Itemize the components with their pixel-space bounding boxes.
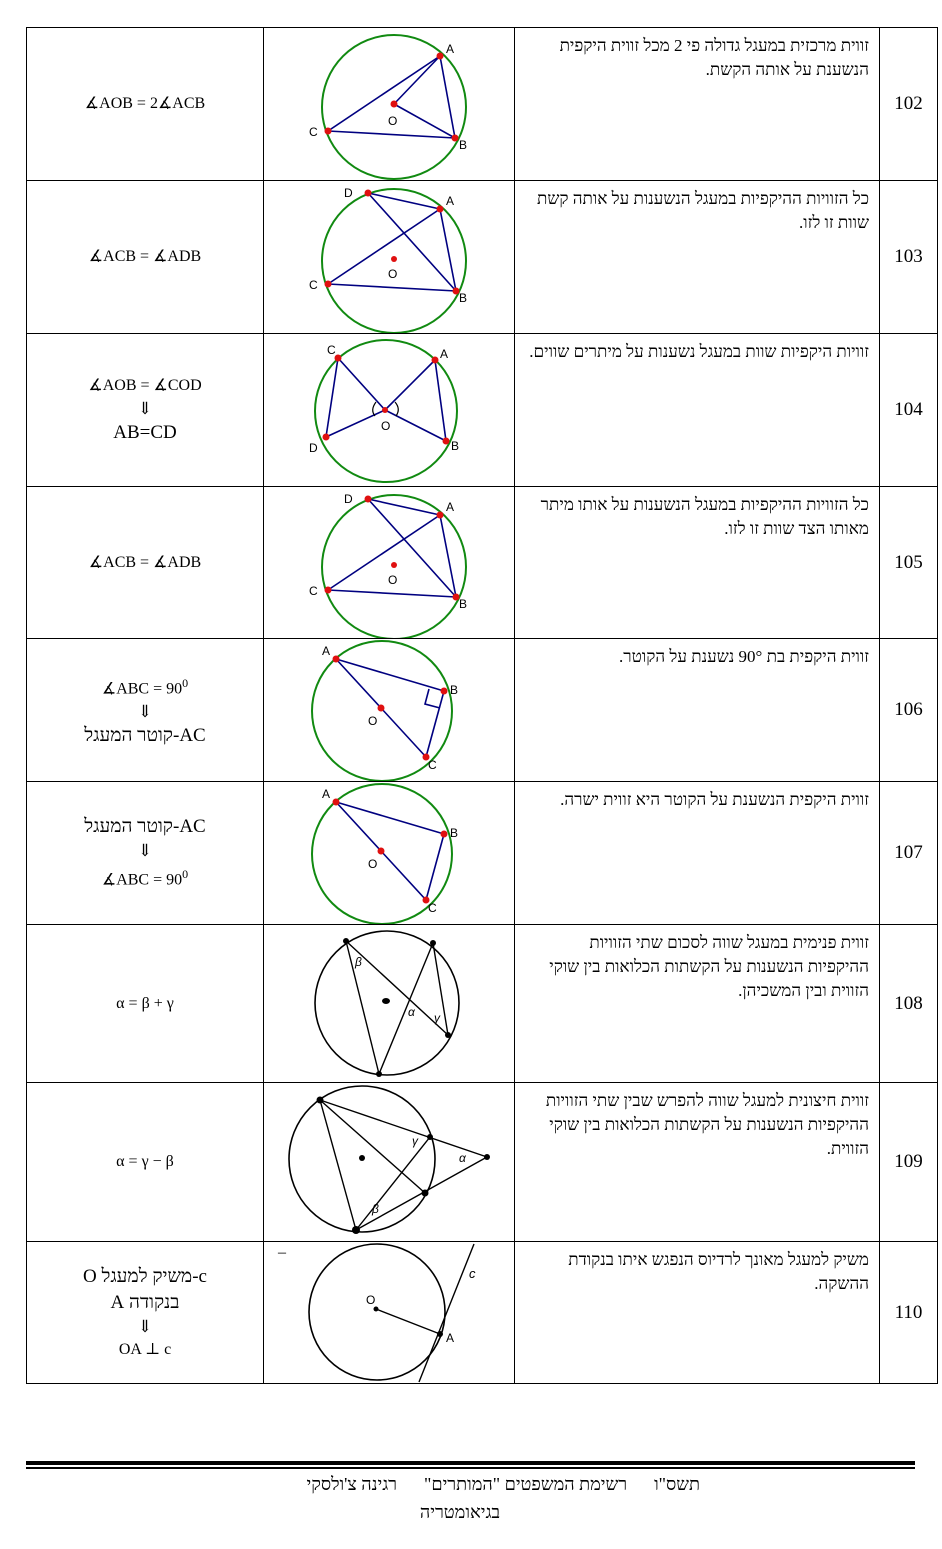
- theorem-number: 104: [894, 399, 923, 420]
- label-c: C: [327, 343, 336, 357]
- formula: [102, 862, 188, 892]
- label-b: B: [451, 439, 460, 453]
- theorem-text: זווית פנימית במעגל שווה לסכום שתי הזוויות ההיקפיות הנשענות על הקשתות הכלואות בין שוקי הזווית ובין המשכיהן.: [549, 933, 869, 1000]
- formula-result: [84, 723, 205, 749]
- formula-line: c-משיק למעגל O: [83, 1265, 207, 1287]
- lines: [320, 1100, 487, 1230]
- tangent-line: [419, 1244, 474, 1382]
- formula-cell: [27, 487, 264, 639]
- points: [333, 656, 448, 761]
- label-a: A: [322, 787, 331, 801]
- diagram-110: [264, 1242, 514, 1383]
- diagram-cell: [264, 181, 515, 334]
- theorem-text-cell: [515, 1242, 880, 1384]
- formula-symbol: AC: [179, 725, 206, 747]
- theorem-number: 109: [894, 1151, 923, 1172]
- theorem-number-cell: [880, 782, 938, 925]
- theorem-number: 106: [894, 699, 923, 720]
- formula-cell: [27, 28, 264, 181]
- label-a: A: [446, 194, 455, 208]
- table-row: [27, 925, 938, 1083]
- theorem-number: 107: [894, 842, 923, 863]
- theorem-text: כל הזוויות ההיקפיות במעגל הנשענות על אותו מיתר מאותו הצד שוות זו לזו.: [540, 495, 869, 538]
- label-o: O: [368, 714, 378, 728]
- table-row: [27, 639, 938, 782]
- label-alpha: α: [408, 1005, 415, 1019]
- theorem-number-cell: [880, 28, 938, 181]
- implies-arrow: ⇓: [137, 840, 153, 860]
- footer-title: רשימת המשפטים "המותרים": [424, 1474, 628, 1494]
- dash-mark: –: [278, 1244, 286, 1261]
- diagram-cell: [264, 1083, 515, 1242]
- label-o: O: [388, 114, 398, 128]
- formula: ∡ACB = ∡ADB: [88, 248, 202, 265]
- theorem-text-cell: [515, 487, 880, 639]
- theorem-number: 102: [894, 93, 923, 114]
- formula: ∡AOB = 2∡ACB: [84, 95, 206, 112]
- theorem-text: זווית מרכזית במעגל גדולה פי 2 מכל זווית היקפית הנשענת על אותה הקשת.: [559, 36, 869, 79]
- implies-arrow: ⇓: [137, 702, 153, 722]
- points: [317, 1097, 491, 1235]
- formula-hebrew: -קוטר המעגל: [84, 725, 180, 747]
- diagram-107: [264, 782, 514, 924]
- formula: [102, 671, 188, 701]
- formula-cell: [27, 334, 264, 487]
- theorem-text-cell: [515, 782, 880, 925]
- footer-line: [180, 1474, 700, 1495]
- formula-cell: [27, 181, 264, 334]
- label-alpha: α: [459, 1151, 466, 1165]
- footer-rule-thin: [26, 1467, 915, 1469]
- theorem-text: זווית היקפית בת 90° נשענת על הקוטר.: [619, 647, 869, 666]
- label-o: O: [388, 573, 398, 587]
- label-c: C: [309, 278, 318, 292]
- label-b: B: [459, 291, 468, 305]
- diagram-106: [264, 639, 514, 781]
- points: [333, 799, 448, 904]
- theorem-number-cell: [880, 925, 938, 1083]
- radius: [376, 1309, 440, 1334]
- label-b: B: [450, 826, 459, 840]
- label-o: O: [368, 857, 378, 871]
- label-c: c: [469, 1266, 476, 1281]
- footer-year: תשס"ו: [654, 1474, 700, 1494]
- table-row: [27, 487, 938, 639]
- label-b: B: [450, 683, 459, 697]
- theorem-text: זוויות היקפיות שוות במעגל נשענות על מיתרים שווים.: [529, 342, 869, 361]
- formula-cell: [27, 925, 264, 1083]
- formula-hebrew: -קוטר המעגל: [84, 815, 180, 837]
- formula-result: AB=CD: [113, 422, 177, 443]
- formula-cell: [27, 1242, 264, 1384]
- theorem-text: משיק למעגל מאונך לרדיוס הנפגש איתו בנקודת ההשקה.: [568, 1250, 869, 1293]
- label-d: D: [309, 441, 318, 455]
- angle-arc-right: [395, 402, 398, 416]
- diagram-105: [264, 487, 514, 638]
- label-c: C: [309, 125, 318, 139]
- formula: α = γ − β: [116, 1153, 174, 1170]
- theorem-number: 108: [894, 992, 923, 1014]
- table-row: [27, 28, 938, 181]
- formula-cell: [27, 1083, 264, 1242]
- label-d: D: [344, 186, 353, 200]
- diagram-cell: [264, 487, 515, 639]
- label-gamma: γ: [412, 1134, 418, 1148]
- theorem-number-cell: [880, 639, 938, 782]
- label-beta: β: [355, 955, 362, 969]
- formula-cell: [27, 639, 264, 782]
- diagram-108: [264, 925, 514, 1082]
- table-row: [27, 181, 938, 334]
- label-a: A: [446, 1331, 455, 1345]
- footer-subtitle: בגיאומטריה: [419, 1502, 501, 1522]
- diagram-103: [264, 181, 514, 333]
- implies-arrow: ⇓: [137, 399, 153, 418]
- chords: [336, 659, 444, 757]
- chords: [336, 802, 444, 900]
- circle: [309, 1244, 445, 1380]
- label-a: A: [446, 42, 455, 56]
- formula-line: בנקודה A: [110, 1291, 180, 1313]
- theorem-text-cell: [515, 181, 880, 334]
- table-row: [27, 334, 938, 487]
- formula-superscript: 0: [182, 675, 189, 690]
- footer-author: רגינה צ'ולסקי: [306, 1474, 397, 1494]
- table-row: [27, 1242, 938, 1384]
- label-a: A: [446, 500, 455, 514]
- formula-result: OA ⊥ c: [118, 1340, 172, 1358]
- diagram-109: [264, 1083, 514, 1241]
- theorem-text: כל הזוויות ההיקפיות במעגל הנשענות על אותה קשת שוות זו לזו.: [536, 189, 869, 232]
- theorems-table: [26, 27, 938, 1384]
- formula: ∡ACB = ∡ADB: [88, 553, 202, 571]
- footer-rule-thick: [26, 1461, 915, 1465]
- formula-symbol: AC: [179, 815, 206, 837]
- diagram-cell: [264, 925, 515, 1083]
- label-o: O: [381, 419, 391, 433]
- formula-main: ∡ABC = 90: [101, 871, 183, 889]
- theorem-number-cell: [880, 487, 938, 639]
- label-c: C: [428, 758, 437, 772]
- label-c: C: [309, 584, 318, 598]
- theorem-text-cell: [515, 639, 880, 782]
- label-o: O: [388, 267, 398, 281]
- diagram-104: [264, 334, 514, 486]
- diagram-cell: [264, 1242, 515, 1384]
- formula-superscript: 0: [182, 866, 189, 881]
- theorem-number-cell: [880, 1242, 938, 1384]
- diagram-102: [264, 28, 514, 180]
- formula-main: ∡ABC = 90: [101, 680, 183, 698]
- diagram-cell: [264, 28, 515, 181]
- theorem-text: זווית חיצונית למעגל שווה להפרש שבין שתי הזוויות ההיקפיות הנשענות על הקשתות הכלואות בין שוקי הזווית.: [545, 1091, 869, 1158]
- diagram-cell: [264, 782, 515, 925]
- label-beta: β: [372, 1202, 379, 1216]
- theorem-number-cell: [880, 334, 938, 487]
- label-b: B: [459, 138, 468, 152]
- theorem-text-cell: [515, 334, 880, 487]
- theorem-text: זווית היקפית הנשענת על הקוטר היא זווית ישרה.: [560, 790, 869, 809]
- theorem-number: 103: [894, 246, 923, 267]
- formula-result: [84, 814, 205, 840]
- label-c: C: [428, 901, 437, 915]
- label-o: O: [366, 1293, 376, 1307]
- theorem-text-cell: [515, 28, 880, 181]
- label-gamma: γ: [434, 1011, 440, 1025]
- formula: ∡AOB = ∡COD: [88, 377, 202, 394]
- theorem-number-cell: [880, 1083, 938, 1242]
- diagram-cell: [264, 334, 515, 487]
- theorem-text-cell: [515, 1083, 880, 1242]
- implies-arrow: ⇓: [137, 1316, 153, 1336]
- formula-cell: [27, 782, 264, 925]
- theorem-number-cell: [880, 181, 938, 334]
- label-a: A: [440, 347, 449, 361]
- label-b: B: [459, 597, 468, 611]
- table-row: [27, 782, 938, 925]
- label-a: A: [322, 644, 331, 658]
- table-row: [27, 1083, 938, 1242]
- formula: α = β + γ: [116, 994, 174, 1012]
- theorem-number: 105: [894, 551, 923, 573]
- label-d: D: [344, 492, 353, 506]
- diagram-cell: [264, 639, 515, 782]
- theorem-number: 110: [894, 1301, 923, 1323]
- theorem-text-cell: [515, 925, 880, 1083]
